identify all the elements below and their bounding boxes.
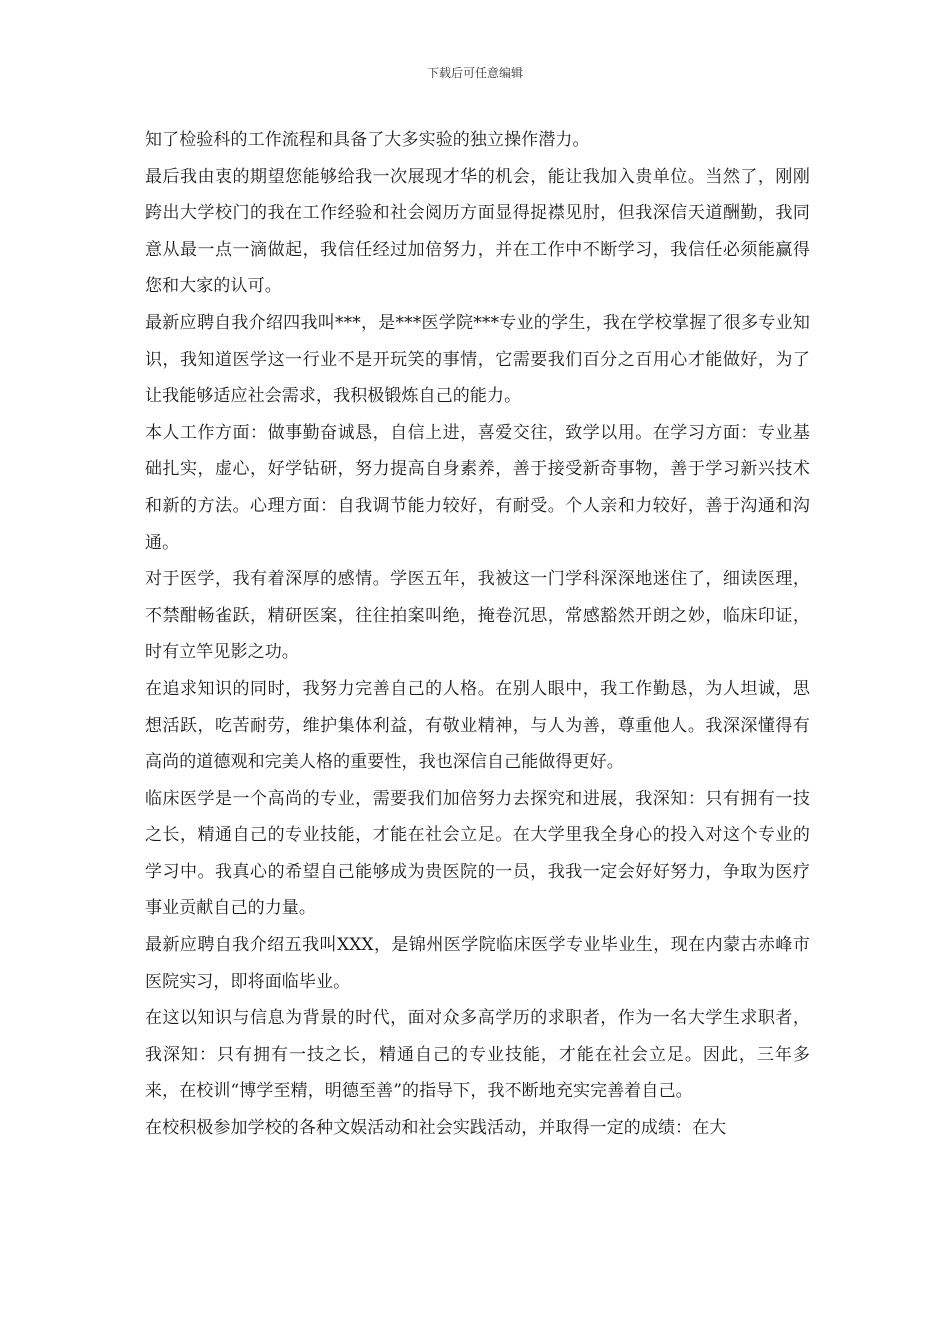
paragraph-9: 在这以知识与信息为背景的时代，面对众多高学历的求职者，作为一名大学生求职者，我深知：只有拥有一技之长，精通自己的专业技能，才能在社会立足。因此，三年多来，在校训“博学至精，明德至善”的指导下，我不断地充实完善着自己。	[145, 1008, 810, 1102]
page-header: 下载后可任意编辑	[426, 66, 523, 80]
paragraph-5: 对于医学，我有着深厚的感情。学医五年，我被这一门学科深深地迷住了，细读医理，不禁酣畅雀跃，精研医案，往往拍案叫绝，掩卷沉思，常感豁然开朗之妙，临床印证，时有立竿见影之功。	[145, 569, 810, 663]
paragraph-3: 最新应聘自我介绍四我叫***，是***医学院***专业的学生，我在学校掌握了很多专业知识，我知道医学这一行业不是开玩笑的事情，它需要我们百分之百用心才能做好，为了让我能够适应社会需求，我积极锻炼自己的能力。	[145, 312, 810, 407]
paragraph-7: 临床医学是一个高尚的专业，需要我们加倍努力去探究和进展，我深知：只有拥有一技之长，精通自己的专业技能，才能在社会立足。在大学里我全身心的投入对这个专业的学习中。我真心的希望自己能够成为贵医院的一员，我我一定会好好努力，争取为医疗事业贡献自己的力量。	[145, 788, 810, 919]
paragraph-1: 知了检验科的工作流程和具备了大多实验的独立操作潜力。	[145, 130, 590, 150]
document-body	[145, 122, 810, 1147]
paragraph-6: 在追求知识的同时，我努力完善自己的人格。在别人眼中，我工作勤恳，为人坦诚，思想活跃，吃苦耐劳，维护集体利益，有敬业精神，与人为善，尊重他人。我深深懂得有高尚的道德观和完美人格的重要性，我也深信自己能做得更好。	[145, 678, 810, 773]
paragraph-10: 在校积极参加学校的各种文娱活动和社会实践活动，并取得一定的成绩：在大	[145, 1118, 727, 1139]
paragraph-4: 本人工作方面：做事勤奋诚恳，自信上进，喜爱交往，致学以用。在学习方面：专业基础扎实，虚心，好学钻研，努力提高自身素养，善于接受新奇事物，善于学习新兴技术和新的方法。心理方面：自我调节能力较好，有耐受。个人亲和力较好，善于沟通和沟通。	[145, 422, 810, 553]
paragraph-2: 最后我由衷的期望您能够给我一次展现才华的机会，能让我加入贵单位。当然了，刚刚跨出大学校门的我在工作经验和社会阅历方面显得捉襟见肘，但我深信天道酬勤，我同意从最一点一滴做起，我信任经过加倍努力，并在工作中不断学习，我信任必须能赢得您和大家的认可。	[145, 166, 810, 297]
paragraph-8: 最新应聘自我介绍五我叫XXX，是锦州医学院临床医学专业毕业生，现在内蒙古赤峰市医院实习，即将面临毕业。	[145, 935, 810, 992]
